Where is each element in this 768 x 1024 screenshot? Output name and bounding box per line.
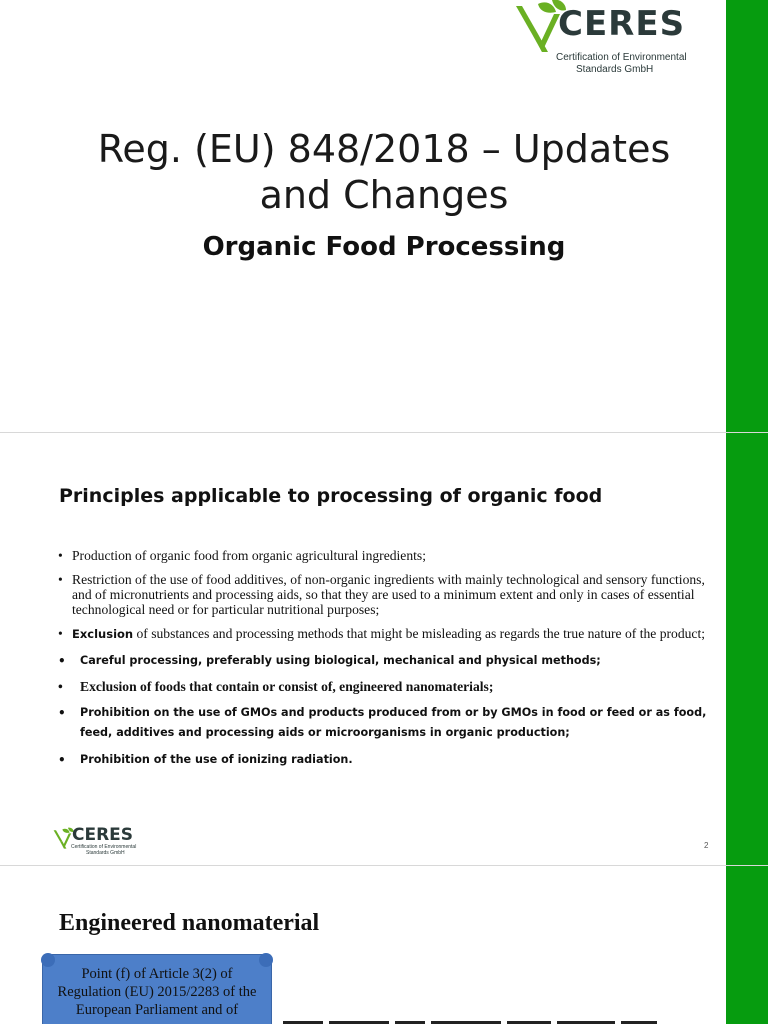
bullet-dot-icon: •	[58, 679, 63, 694]
list-item	[58, 750, 708, 770]
principles-list	[58, 548, 708, 777]
bullet-dot-icon: •	[58, 706, 66, 720]
bullet-dot-icon: •	[58, 572, 63, 587]
page-number: 2	[704, 841, 709, 850]
list-item	[58, 703, 708, 743]
list-item	[58, 678, 708, 696]
logo-tagline: Certification of Environmental	[556, 52, 687, 63]
ceres-logo	[52, 825, 152, 865]
bullet-text: Careful processing, preferably using biological, mechanical and physical methods;	[80, 654, 601, 667]
list-item	[58, 626, 708, 642]
bullet-lead: Exclusion	[72, 627, 134, 641]
slide-heading: Principles applicable to processing of organic food	[59, 485, 603, 507]
logo-tagline: Standards GmbH	[86, 850, 125, 856]
sidebar-green-bar	[726, 433, 768, 865]
bullet-text: of substances and processing methods that might be misleading as regards the true nature of the product;	[133, 626, 706, 641]
sidebar-green-bar	[726, 866, 768, 1024]
slide-subtitle: Organic Food Processing	[202, 232, 566, 262]
bullet-text: Prohibition of the use of ionizing radiation.	[80, 753, 353, 766]
logo-wordmark: CERES	[72, 825, 134, 845]
scroll-curl-icon	[259, 953, 273, 967]
sidebar-green-bar	[726, 0, 768, 432]
logo-tagline: Standards GmbH	[576, 64, 654, 75]
bullet-text: Restriction of the use of food additives, of non-organic ingredients with mainly technological and sensory functions, and of micronutrients and processing aids, so that they are used to a minimum extent and only in cases of essential technological need or for particular nutritional purposes;	[72, 572, 705, 617]
bullet-dot-icon: •	[58, 753, 66, 767]
title-line: and Changes	[259, 173, 509, 217]
cut-off-text-line	[283, 1018, 683, 1024]
callout-scroll	[42, 954, 272, 1024]
slide-heading: Engineered nanomaterial	[59, 910, 320, 936]
bullet-dot-icon: •	[58, 654, 66, 668]
logo-wordmark: CERES	[558, 4, 686, 44]
slide-title-text	[0, 126, 726, 218]
bullet-text: Production of organic food from organic agricultural ingredients;	[72, 548, 426, 563]
list-item	[58, 651, 708, 671]
slide-nanomaterial	[0, 866, 726, 1024]
logo-tagline: Certification of Environmental	[71, 844, 137, 850]
ceres-logo	[512, 0, 692, 75]
bullet-text: Exclusion of foods that contain or consist of, engineered nanomaterials;	[80, 679, 494, 694]
bullet-text: Prohibition on the use of GMOs and products produced from or by GMOs in food or feed or as food, feed, additives and processing aids or microorganisms in organic production;	[80, 706, 707, 739]
title-line: Reg. (EU) 848/2018 – Updates	[97, 127, 671, 171]
list-item	[58, 548, 708, 563]
slide-title	[0, 0, 726, 432]
slide-principles	[0, 433, 726, 865]
callout-text: Point (f) of Article 3(2) of Regulation (EU) 2015/2283 of the European Parliament and of	[57, 966, 257, 1018]
list-item	[58, 572, 708, 617]
bullet-dot-icon: •	[58, 626, 63, 641]
bullet-dot-icon: •	[58, 548, 63, 563]
